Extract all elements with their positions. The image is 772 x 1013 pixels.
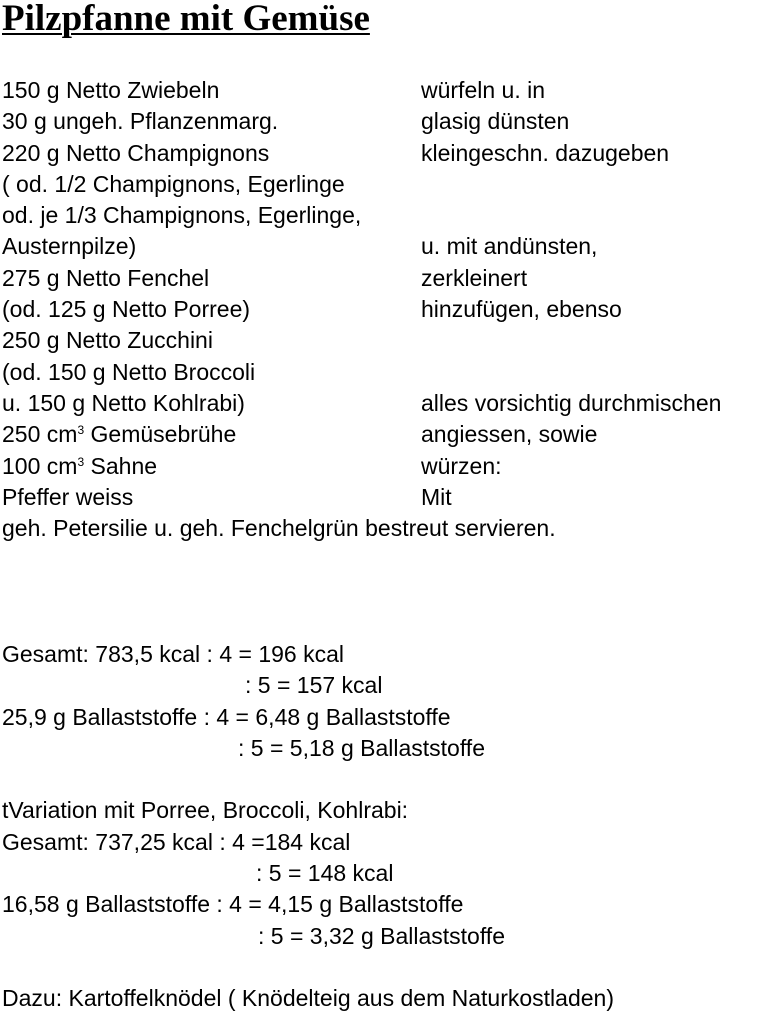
total-kcal-line: : 5 = 157 kcal — [245, 672, 383, 698]
ingredient-name: Gemüsebrühe — [84, 421, 237, 447]
ingredient-line: 250 g Netto Zucchini — [2, 327, 213, 353]
variation-kcal-line: : 5 = 148 kcal — [256, 860, 394, 886]
ingredient-name: Sahne — [84, 453, 158, 479]
instruction-line: angiessen, sowie — [421, 421, 598, 447]
total-fiber-line: 25,9 g Ballaststoffe : 4 = 6,48 g Ballaststoffe — [2, 704, 451, 730]
serving-instruction: geh. Petersilie u. geh. Fenchelgrün bestreut servieren. — [2, 515, 556, 541]
instruction-line: zerkleinert — [421, 265, 528, 291]
ingredient-line: u. 150 g Netto Kohlrabi) — [2, 390, 245, 416]
variation-heading: tVariation mit Porree, Broccoli, Kohlrabi: — [2, 797, 409, 823]
ingredient-line: 30 g ungeh. Pflanzenmarg. — [2, 108, 279, 134]
ingredient-amount: 250 cm — [2, 421, 78, 447]
instruction-line: würzen: — [421, 453, 502, 479]
variation-kcal-line: Gesamt: 737,25 kcal : 4 =184 kcal — [2, 829, 351, 855]
instruction-line: kleingeschn. dazugeben — [421, 140, 670, 166]
serving-suggestion: Dazu: Kartoffelknödel ( Knödelteig aus dem Naturkostladen) — [2, 985, 614, 1011]
instruction-line: alles vorsichtig durchmischen — [421, 390, 722, 416]
superscript-unit: 3 — [77, 423, 85, 437]
ingredient-line: Pfeffer weiss — [2, 484, 134, 510]
ingredient-line: 275 g Netto Fenchel — [2, 265, 210, 291]
ingredient-line: ( od. 1/2 Champignons, Egerlinge — [2, 171, 345, 197]
ingredient-line — [2, 420, 236, 448]
recipe-title: Pilzpfanne mit Gemüse — [2, 0, 370, 39]
ingredient-line: (od. 150 g Netto Broccoli — [2, 359, 256, 385]
instruction-line: hinzufügen, ebenso — [421, 296, 622, 322]
superscript-unit: 3 — [77, 455, 85, 469]
instruction-line: u. mit andünsten, — [421, 233, 598, 259]
instruction-line: Mit — [421, 484, 452, 510]
ingredient-line: (od. 125 g Netto Porree) — [2, 296, 251, 322]
ingredient-line: 220 g Netto Champignons — [2, 140, 270, 166]
instruction-line: würfeln u. in — [421, 77, 546, 103]
variation-fiber-line: 16,58 g Ballaststoffe : 4 = 4,15 g Ballaststoffe — [2, 891, 464, 917]
ingredient-amount: 100 cm — [2, 453, 78, 479]
instruction-line: glasig dünsten — [421, 108, 570, 134]
ingredient-line — [2, 452, 157, 480]
variation-fiber-line: : 5 = 3,32 g Ballaststoffe — [258, 923, 505, 949]
ingredient-line: od. je 1/3 Champignons, Egerlinge, — [2, 202, 362, 228]
ingredient-line: Austernpilze) — [2, 233, 137, 259]
total-fiber-line: : 5 = 5,18 g Ballaststoffe — [238, 735, 485, 761]
ingredient-line: 150 g Netto Zwiebeln — [2, 77, 220, 103]
total-kcal-line: Gesamt: 783,5 kcal : 4 = 196 kcal — [2, 641, 344, 667]
